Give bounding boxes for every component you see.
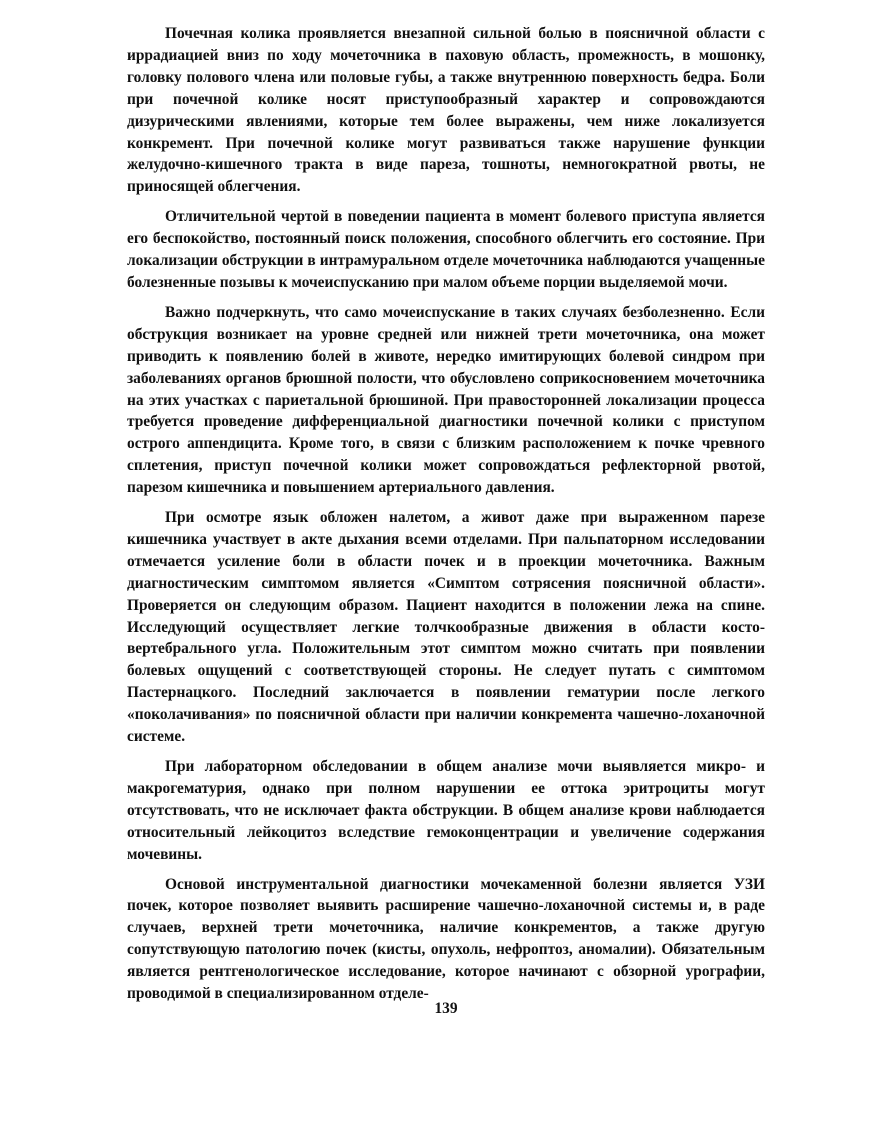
paragraph-laboratory: При лабораторном обследовании в общем анализе мочи выявляется микро- и макрогематурия, однако при полном нарушении ее оттока эритроциты могут отсутствовать, что не исключает факта обструкции. В общем анализе крови наблюдается относительный лейкоцитоз вследствие гемоконцентрации и увеличение содержания мочевины. bbox=[127, 758, 765, 863]
paragraph-examination: При осмотре язык обложен налетом, а живот даже при выраженном парезе кишечника участвует в акте дыхания всеми отделами. При пальпаторном исследовании отмечается усиление боли в области почек и в проекции мочеточника. Важным диагностическим симптомом является «Симптом сотрясения поясничной области». Проверяется он следующим образом. Пациент находится в положении лежа на спине. Исследующий осуществляет легкие толчкообразные движения в области косто-вертебрального угла. Положительным этот симптом можно считать при появлении болевых ощущений с соответствующей стороны. Не следует путать с симптомом Пастернацкого. Последний заключается в появлении гематурии после легкого «поколачивания» по поясничной области при наличии конкремента чашечно-лоханочной системе. bbox=[127, 509, 765, 746]
page-number: 139 bbox=[434, 1000, 458, 1017]
paragraph-patient-behavior: Отличительной чертой в поведении пациента в момент болевого приступа является его беспокойство, постоянный поиск положения, способного облегчить его состояние. При локализации обструкции в интрамуральном отделе мочеточника наблюдаются учащенные болезненные позывы к мочеиспусканию при малом объеме порции выделяемой мочи. bbox=[127, 208, 765, 291]
paragraph-renal-colic: Почечная колика проявляется внезапной сильной болью в поясничной области с иррадиацией вниз по ходу мочеточника в паховую область, промежность, в мошонку, головку полового члена или половые губы, а также внутреннюю поверхность бедра. Боли при почечной колике носят приступообразный характер и сопровождаются дизурическими явлениями, которые тем более выражены, чем ниже локализуется конкремент. При почечной колике могут развиваться также нарушение функции желудочно-кишечного тракта в виде пареза, тошноты, немногократной рвоты, не приносящей облегчения. bbox=[127, 25, 765, 196]
paragraph-instrumental-diagnosis: Основой инструментальной диагностики мочекаменной болезни является УЗИ почек, которое позволяет выявить расширение чашечно-лоханочной системы и, в раде случаев, верхней трети мочеточника, наличие конкрементов, а также другую сопутствующую патологию почек (кисты, опухоль, нефроптоз, аномалии). Обязательным является рентгенологическое исследование, которое начинают с обзорной урографии, проводимой в специализированном отделе- bbox=[127, 875, 765, 1003]
page-body bbox=[127, 23, 765, 1013]
paragraph-painless-urination: Важно подчеркнуть, что само мочеиспускание в таких случаях безболезненно. Если обструкция возникает на уровне средней или нижней трети мочеточника, она может приводить к появлению болей в животе, нередко имитирующих болевой синдром при заболеваниях органов брюшной полости, что обусловлено соприкосновением мочеточника на этих участках с париетальной брюшиной. При правосторонней локализации процесса требуется проведение дифференциальной диагностики почечной колики с приступом острого аппендицита. Кроме того, в связи с близким расположением к почке чревного сплетения, приступ почечной колики может сопровождаться рефлекторной рвотой, парезом кишечника и повышением артериального давления. bbox=[127, 303, 765, 497]
